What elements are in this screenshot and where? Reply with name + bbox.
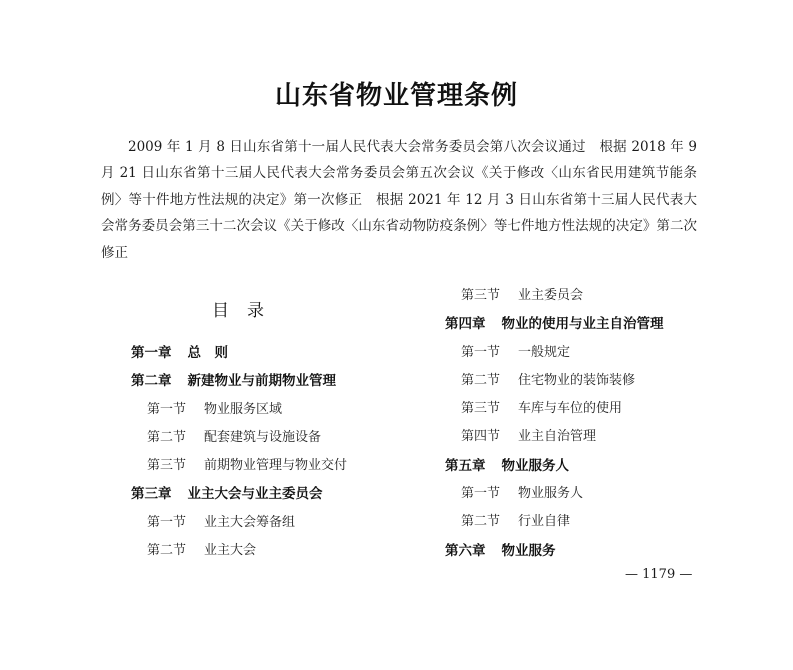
toc-chapter-entry [131,367,431,395]
toc-section-title: 住宅物业的装饰装修 [518,372,636,388]
toc-chapter-title: 业主大会与业主委员会 [187,486,323,503]
toc-section-entry [131,396,431,424]
toc-section-title: 业主大会 [204,543,257,559]
toc-chapter-title: 物业的使用与业主自治管理 [501,316,664,333]
toc-chapter-title: 新建物业与前期物业管理 [187,373,336,390]
page-number: — 1179 — [625,567,693,582]
toc-chapter-entry [445,310,745,338]
toc-heading: 目录 [212,301,282,321]
toc-section-title: 车库与车位的使用 [518,401,623,417]
toc-section-number: 第三节 [461,288,501,303]
toc-chapter-entry [131,480,431,508]
toc-chapter-number: 第二章 [131,373,172,390]
toc-section-number: 第二节 [147,429,187,445]
toc-chapter-number: 第六章 [445,542,486,559]
toc-section-number: 第二节 [461,514,501,530]
toc-section-title: 物业服务人 [518,486,584,502]
toc-section-entry [131,537,431,565]
toc-section-entry [445,423,745,451]
toc-section-number: 第二节 [147,543,187,559]
toc-section-number: 第一节 [461,344,501,360]
toc-chapter-entry [131,339,431,367]
toc-left-column [131,339,431,565]
toc-chapter-number: 第三章 [131,486,172,503]
toc-section-entry [131,509,431,537]
toc-chapter-title: 物业服务 [501,542,556,559]
toc-right-column [445,282,745,565]
toc-section-entry [445,339,745,367]
toc-section-number: 第三节 [147,458,187,474]
toc-section-title: 前期物业管理与物业交付 [204,458,348,474]
toc-section-entry [445,480,745,508]
toc-chapter-title: 总 则 [187,345,228,361]
toc-section-number: 第一节 [461,486,501,502]
toc-chapter-number: 第一章 [131,345,172,361]
toc-section-title: 行业自律 [518,514,571,530]
toc-chapter-number: 第五章 [445,457,486,474]
toc-section-title: 业主委员会 [518,288,584,303]
toc-section-entry [445,395,745,423]
toc-section-number: 第一节 [147,401,187,417]
toc-section-title: 业主大会筹备组 [204,514,296,530]
toc-section-number: 第三节 [461,401,501,417]
toc-section-entry [445,282,745,310]
toc-section-entry [445,367,745,395]
toc-section-number: 第四节 [461,429,501,445]
toc-section-title: 业主自治管理 [518,429,597,445]
legislative-history-note: 2009 年 1 月 8 日山东省第十一届人民代表大会常务委员会第八次会议通过 根据 2018 年 9 月 21 日山东省第十三届人民代表大会常务委员会第五次会议《关于修改〈山东省民用建筑节能条例〉等十件地方性法规的决定》第一次修正 根据 2021 年 12 月 3 日山东省第十三届人民代表大会常务委员会第三十二次会议《关于修改〈山东省动物防疫条例〉等七件地方性法规的决定》第二次修正 [101,138,697,261]
document-title: 山东省物业管理条例 [274,81,518,112]
toc-section-number: 第一节 [147,514,187,530]
toc-chapter-entry [445,452,745,480]
toc-section-entry [131,424,431,452]
toc-section-title: 一般规定 [518,344,571,360]
toc-section-entry [131,452,431,480]
toc-chapter-entry [445,537,745,565]
toc-chapter-title: 物业服务人 [501,457,569,474]
toc-chapter-number: 第四章 [445,316,486,333]
toc-section-title: 配套建筑与设施设备 [204,429,322,445]
toc-section-number: 第二节 [461,372,501,388]
toc-section-entry [445,508,745,536]
toc-section-title: 物业服务区域 [204,401,283,417]
